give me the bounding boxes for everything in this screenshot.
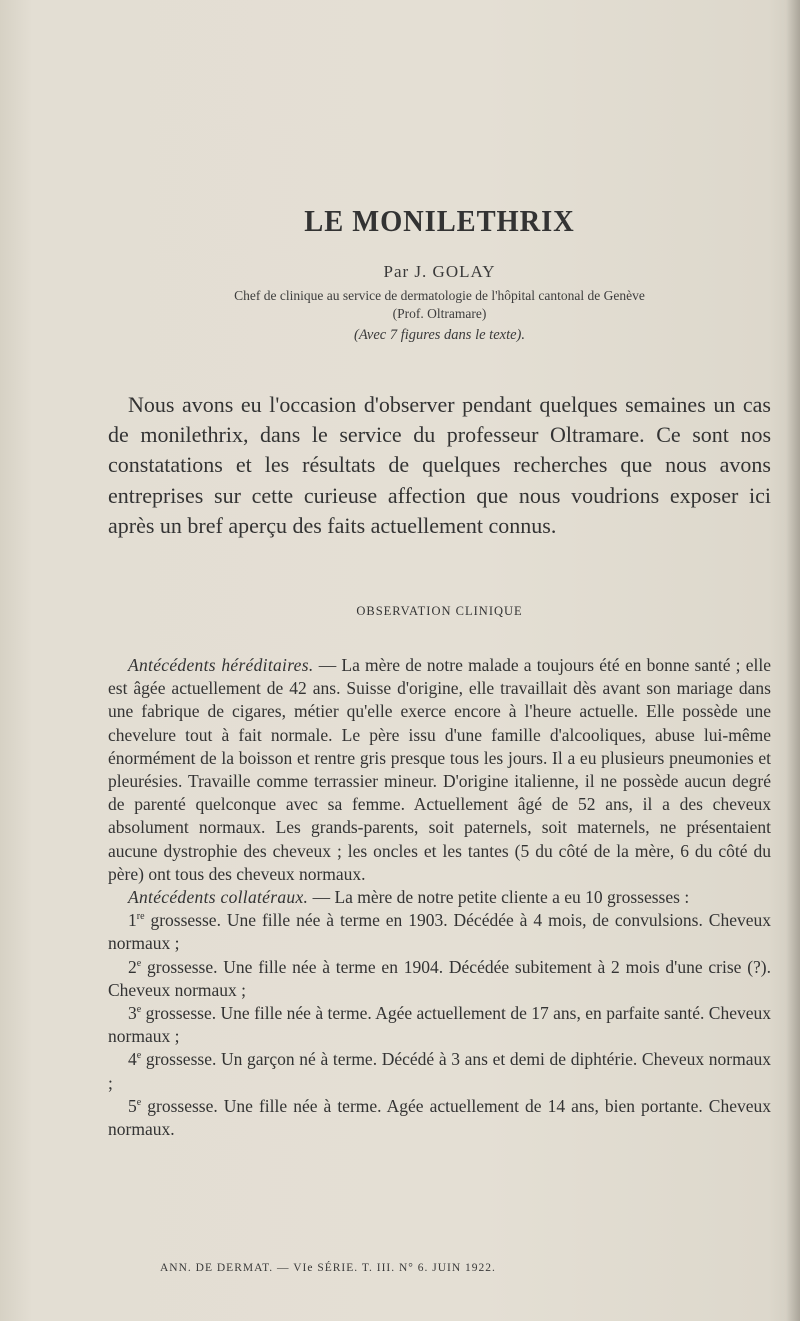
pregnancy-item (108, 1095, 771, 1141)
pregnancy-text: grossesse. Un garçon né à terme. Décédé à 3 ans et demi de diphtérie. Cheveux normaux ; (108, 1049, 771, 1093)
figures-note: (Avec 7 figures dans le texte). (354, 327, 525, 343)
paragraph-text: — La mère de notre petite cliente a eu 10 grossesses : (308, 887, 690, 908)
pregnancy-ordinal: e (136, 1004, 142, 1016)
paragraph-hereditary (108, 654, 771, 886)
pregnancy-text: grossesse. Une fille née à terme. Agée actuellement de 14 ans, bien portante. Cheveux normaux. (108, 1095, 771, 1140)
pregnancy-number: 3 (128, 1003, 137, 1024)
journal-footer: ANN. DE DERMAT. — VIe SÉRIE. T. III. N° 6. JUIN 1922. (160, 1262, 496, 1274)
pregnancy-ordinal: e (136, 1097, 142, 1109)
pregnancy-item (108, 909, 771, 955)
author-affiliation-supervisor: (Prof. Oltramare) (392, 306, 487, 321)
pregnancy-text: grossesse. Une fille née à terme en 1904. Décédée subitement à 2 mois d'une crise (?). Cheveux normaux ; (108, 956, 771, 1000)
article-author: Par J. GOLAY (383, 262, 496, 281)
author-affiliation: Chef de clinique au service de dermatologie de l'hôpital cantonal de Genève (234, 288, 645, 303)
pregnancy-ordinal: re (136, 911, 145, 923)
pregnancy-item (108, 956, 771, 1002)
paragraph-lead: Antécédents collatéraux. (128, 887, 309, 908)
article-title: LE MONILETHRIX (304, 203, 575, 238)
pregnancy-number: 1 (128, 910, 137, 931)
intro-paragraph: Nous avons eu l'occasion d'observer pendant quelques semaines un cas de monilethrix, dans le service du professeur Oltramare. Ce sont nos constatations et les résultats de quelques recherches que nous avons entreprises sur cette curieuse affection que nous voudrions exposer ici après un bref aperçu des faits actuellement connus. (108, 392, 771, 538)
section-heading: OBSERVATION CLINIQUE (356, 604, 523, 618)
pregnancy-ordinal: e (136, 1050, 142, 1062)
paragraph-collateral (108, 886, 771, 909)
pregnancy-number: 2 (128, 956, 137, 977)
article-body (108, 654, 771, 1141)
pregnancy-item (108, 1048, 771, 1094)
pregnancy-text: grossesse. Une fille née à terme. Agée actuellement de 17 ans, en parfaite santé. Cheveux normaux ; (108, 1003, 771, 1047)
pregnancy-item (108, 1002, 771, 1048)
paragraph-lead: Antécédents héréditaires. (128, 655, 314, 675)
pregnancy-number: 5 (128, 1095, 137, 1116)
pregnancy-ordinal: e (136, 957, 142, 969)
pregnancy-number: 4 (128, 1049, 137, 1070)
paragraph-text: — La mère de notre malade a toujours été en bonne santé ; elle est âgée actuellement de 42 ans. Suisse d'origine, elle travaillait dès avant son mariage dans une fabrique de cigares, métier qu'elle exerce encore à l'heure actuelle. Elle possède une chevelure tout à fait normale. Le père issu d'une famille d'alcooliques, abuse lui-même énormément de la boisson et rentre gris presque tous les jours. Il a eu plusieurs pneumonies et pleurésies. Travaille comme terrassier mineur. D'origine italienne, il ne possède aucun degré de parenté quelconque avec sa femme. Actuellement âgé de 52 ans, il a des cheveux absolument normaux. Les grands-parents, soit paternels, soit maternels, ne présentaient aucune dystrophie des cheveux ; les oncles et les tantes (5 du côté de la mère, 6 du côté du père) ont tous des cheveux normaux. (108, 655, 771, 884)
pregnancy-text: grossesse. Une fille née à terme en 1903. Décédée à 4 mois, de convulsions. Cheveux normaux ; (108, 910, 771, 954)
